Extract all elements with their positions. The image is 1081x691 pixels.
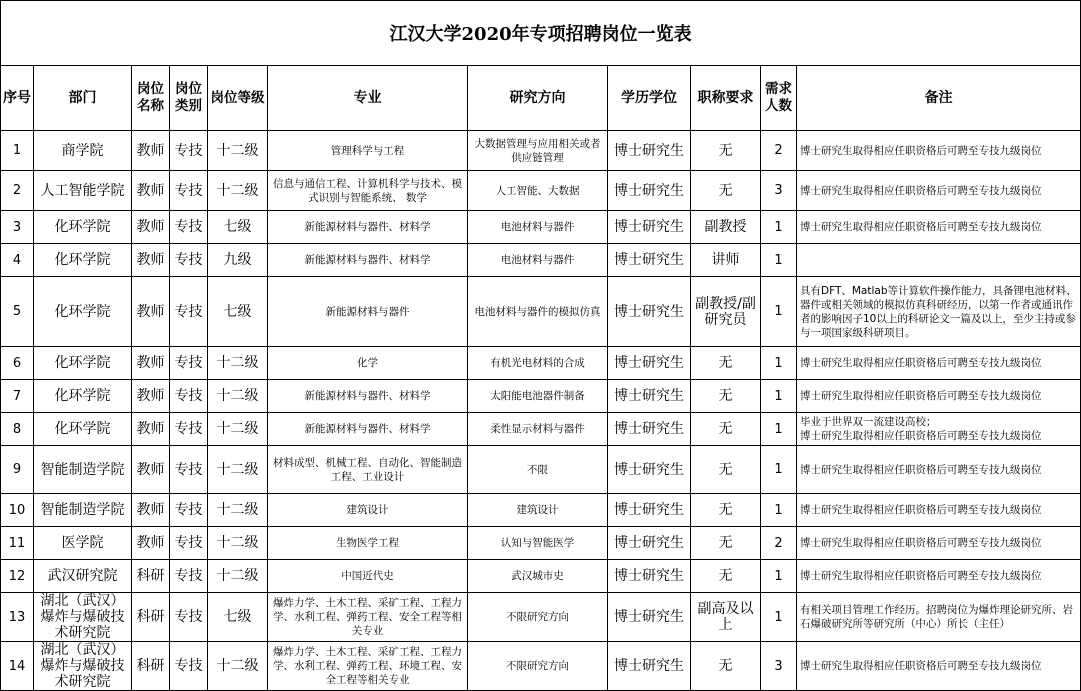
- cell-degree: 博士研究生: [608, 560, 691, 593]
- cell-position-grade: 十二级: [208, 380, 268, 413]
- cell-position-category: 专技: [170, 593, 208, 642]
- cell-major: 新能源材料与器件、材料学: [268, 211, 468, 244]
- cell-degree: 博士研究生: [608, 171, 691, 211]
- cell-remarks: 博士研究生取得相应任职资格后可聘至专技九级岗位: [797, 446, 1081, 494]
- cell-research-direction: 不限研究方向: [468, 642, 608, 691]
- cell-position-grade: 十二级: [208, 494, 268, 527]
- cell-headcount: 1: [761, 560, 797, 593]
- cell-headcount: 2: [761, 131, 797, 171]
- cell-department: 化环学院: [34, 244, 132, 277]
- cell-remarks: 博士研究生取得相应任职资格后可聘至专技九级岗位: [797, 380, 1081, 413]
- cell-major: 建筑设计: [268, 494, 468, 527]
- cell-index: 9: [1, 446, 34, 494]
- cell-position-grade: 九级: [208, 244, 268, 277]
- header-major: 专业: [268, 66, 468, 131]
- cell-position-category: 专技: [170, 446, 208, 494]
- cell-title-requirement: 无: [691, 642, 761, 691]
- header-position-name: 岗位名称: [132, 66, 170, 131]
- table-row: [1, 494, 1081, 527]
- cell-index: 3: [1, 211, 34, 244]
- cell-major: 信息与通信工程、计算机科学与技术、模式识别与智能系统、 数学: [268, 171, 468, 211]
- cell-position-category: 专技: [170, 211, 208, 244]
- cell-department: 化环学院: [34, 413, 132, 446]
- cell-degree: 博士研究生: [608, 593, 691, 642]
- table-row: [1, 593, 1081, 642]
- cell-position-name: 教师: [132, 527, 170, 560]
- cell-index: 14: [1, 642, 34, 691]
- cell-department: 智能制造学院: [34, 446, 132, 494]
- cell-index: 11: [1, 527, 34, 560]
- cell-position-category: 专技: [170, 277, 208, 347]
- cell-major: 生物医学工程: [268, 527, 468, 560]
- cell-title-requirement: 副教授/副研究员: [691, 277, 761, 347]
- cell-position-category: 专技: [170, 413, 208, 446]
- cell-department: 商学院: [34, 131, 132, 171]
- cell-major: 新能源材料与器件、材料学: [268, 413, 468, 446]
- cell-title-requirement: 无: [691, 413, 761, 446]
- cell-major: 新能源材料与器件、材料学: [268, 244, 468, 277]
- cell-department: 人工智能学院: [34, 171, 132, 211]
- cell-degree: 博士研究生: [608, 527, 691, 560]
- cell-index: 7: [1, 380, 34, 413]
- cell-position-name: 科研: [132, 593, 170, 642]
- cell-headcount: 1: [761, 244, 797, 277]
- cell-position-name: 科研: [132, 560, 170, 593]
- cell-position-grade: 十二级: [208, 347, 268, 380]
- cell-major: 化学: [268, 347, 468, 380]
- cell-headcount: 1: [761, 347, 797, 380]
- cell-remarks: 博士研究生取得相应任职资格后可聘至专技九级岗位: [797, 171, 1081, 211]
- cell-research-direction: 不限: [468, 446, 608, 494]
- cell-major: 爆炸力学、土木工程、采矿工程、工程力学、水利工程、弹药工程、安全工程等相关专业: [268, 593, 468, 642]
- cell-degree: 博士研究生: [608, 244, 691, 277]
- cell-index: 6: [1, 347, 34, 380]
- cell-research-direction: 建筑设计: [468, 494, 608, 527]
- header-row: [1, 66, 1081, 131]
- cell-research-direction: 大数据管理与应用相关或者供应链管理: [468, 131, 608, 171]
- cell-position-grade: 十二级: [208, 171, 268, 211]
- cell-remarks: 有相关项目管理工作经历。招聘岗位为爆炸理论研究所、岩石爆破研究所等研究所（中心）所长（主任）: [797, 593, 1081, 642]
- cell-position-category: 专技: [170, 171, 208, 211]
- table-row: [1, 211, 1081, 244]
- cell-title-requirement: 无: [691, 347, 761, 380]
- cell-position-name: 教师: [132, 211, 170, 244]
- table-row: [1, 347, 1081, 380]
- cell-title-requirement: 无: [691, 446, 761, 494]
- cell-position-grade: 七级: [208, 211, 268, 244]
- cell-remarks: 毕业于世界双一流建设高校； 博士研究生取得相应任职资格后可聘至专技九级岗位: [797, 413, 1081, 446]
- cell-index: 13: [1, 593, 34, 642]
- cell-headcount: 1: [761, 380, 797, 413]
- cell-position-category: 专技: [170, 131, 208, 171]
- header-position-category: 岗位类别: [170, 66, 208, 131]
- cell-position-name: 教师: [132, 446, 170, 494]
- cell-remarks: 博士研究生取得相应任职资格后可聘至专技九级岗位: [797, 560, 1081, 593]
- cell-title-requirement: 无: [691, 527, 761, 560]
- cell-position-name: 教师: [132, 380, 170, 413]
- header-research-direction: 研究方向: [468, 66, 608, 131]
- cell-position-category: 专技: [170, 244, 208, 277]
- cell-index: 2: [1, 171, 34, 211]
- table-row: [1, 446, 1081, 494]
- cell-position-category: 专技: [170, 527, 208, 560]
- cell-position-name: 教师: [132, 277, 170, 347]
- cell-department: 化环学院: [34, 211, 132, 244]
- cell-position-grade: 十二级: [208, 413, 268, 446]
- cell-research-direction: 电池材料与器件: [468, 244, 608, 277]
- cell-research-direction: 认知与智能医学: [468, 527, 608, 560]
- cell-position-name: 教师: [132, 131, 170, 171]
- cell-department: 化环学院: [34, 380, 132, 413]
- cell-position-name: 教师: [132, 347, 170, 380]
- cell-degree: 博士研究生: [608, 642, 691, 691]
- header-department: 部门: [34, 66, 132, 131]
- cell-degree: 博士研究生: [608, 380, 691, 413]
- cell-index: 8: [1, 413, 34, 446]
- cell-remarks: 博士研究生取得相应任职资格后可聘至专技九级岗位: [797, 642, 1081, 691]
- table-row: [1, 560, 1081, 593]
- cell-degree: 博士研究生: [608, 446, 691, 494]
- cell-headcount: 1: [761, 413, 797, 446]
- cell-research-direction: 不限研究方向: [468, 593, 608, 642]
- cell-remarks: 博士研究生取得相应任职资格后可聘至专技九级岗位: [797, 211, 1081, 244]
- table-row: [1, 244, 1081, 277]
- cell-major: 管理科学与工程: [268, 131, 468, 171]
- cell-headcount: 1: [761, 593, 797, 642]
- cell-headcount: 1: [761, 494, 797, 527]
- cell-remarks: 博士研究生取得相应任职资格后可聘至专技九级岗位: [797, 494, 1081, 527]
- cell-research-direction: 电池材料与器件的模拟仿真: [468, 277, 608, 347]
- cell-department: 医学院: [34, 527, 132, 560]
- cell-position-name: 科研: [132, 642, 170, 691]
- cell-department: 化环学院: [34, 347, 132, 380]
- cell-headcount: 3: [761, 642, 797, 691]
- cell-research-direction: 电池材料与器件: [468, 211, 608, 244]
- cell-index: 10: [1, 494, 34, 527]
- cell-research-direction: 有机光电材料的合成: [468, 347, 608, 380]
- cell-department: 湖北（武汉）爆炸与爆破技术研究院: [34, 593, 132, 642]
- cell-index: 4: [1, 244, 34, 277]
- table-title: 江汉大学2020年专项招聘岗位一览表: [1, 1, 1081, 66]
- cell-index: 12: [1, 560, 34, 593]
- table-row: [1, 277, 1081, 347]
- cell-title-requirement: 副教授: [691, 211, 761, 244]
- cell-remarks: 具有DFT、Matlab等计算软件操作能力，具备锂电池材料、器件或相关领域的模拟仿真科研经历，以第一作者或通讯作者的影响因子10以上的科研论文一篇及以上，至少主持或参与一项国家级科研项目。: [797, 277, 1081, 347]
- cell-department: 武汉研究院: [34, 560, 132, 593]
- table-row: [1, 131, 1081, 171]
- cell-position-category: 专技: [170, 347, 208, 380]
- cell-title-requirement: 无: [691, 380, 761, 413]
- cell-title-requirement: 讲师: [691, 244, 761, 277]
- cell-degree: 博士研究生: [608, 131, 691, 171]
- cell-title-requirement: 无: [691, 560, 761, 593]
- cell-position-grade: 十二级: [208, 560, 268, 593]
- cell-position-grade: 十二级: [208, 446, 268, 494]
- cell-position-name: 教师: [132, 413, 170, 446]
- cell-position-grade: 十二级: [208, 527, 268, 560]
- cell-remarks: 博士研究生取得相应任职资格后可聘至专技九级岗位: [797, 347, 1081, 380]
- header-remarks: 备注: [797, 66, 1081, 131]
- table-row: [1, 527, 1081, 560]
- cell-title-requirement: 副高及以上: [691, 593, 761, 642]
- table-row: [1, 642, 1081, 691]
- header-degree: 学历学位: [608, 66, 691, 131]
- cell-position-category: 专技: [170, 494, 208, 527]
- cell-headcount: 1: [761, 211, 797, 244]
- cell-title-requirement: 无: [691, 494, 761, 527]
- cell-department: 湖北（武汉）爆炸与爆破技术研究院: [34, 642, 132, 691]
- cell-department: 智能制造学院: [34, 494, 132, 527]
- cell-position-name: 教师: [132, 494, 170, 527]
- cell-major: 爆炸力学、土木工程、采矿工程、工程力学、水利工程、弹药工程、环境工程、安全工程等相关专业: [268, 642, 468, 691]
- cell-research-direction: 柔性显示材料与器件: [468, 413, 608, 446]
- cell-department: 化环学院: [34, 277, 132, 347]
- cell-degree: 博士研究生: [608, 277, 691, 347]
- cell-title-requirement: 无: [691, 131, 761, 171]
- cell-position-name: 教师: [132, 244, 170, 277]
- cell-remarks: 博士研究生取得相应任职资格后可聘至专技九级岗位: [797, 131, 1081, 171]
- cell-research-direction: 武汉城市史: [468, 560, 608, 593]
- cell-major: 材料成型、机械工程、自动化、智能制造工程、工业设计: [268, 446, 468, 494]
- cell-position-grade: 七级: [208, 593, 268, 642]
- table-row: [1, 171, 1081, 211]
- cell-position-grade: 十二级: [208, 642, 268, 691]
- header-index: 序号: [1, 66, 34, 131]
- cell-position-category: 专技: [170, 642, 208, 691]
- cell-major: 中国近代史: [268, 560, 468, 593]
- table-row: [1, 380, 1081, 413]
- table-body: [1, 131, 1081, 691]
- cell-research-direction: 太阳能电池器件制备: [468, 380, 608, 413]
- cell-headcount: 3: [761, 171, 797, 211]
- cell-degree: 博士研究生: [608, 347, 691, 380]
- cell-position-grade: 七级: [208, 277, 268, 347]
- cell-research-direction: 人工智能、大数据: [468, 171, 608, 211]
- cell-headcount: 1: [761, 277, 797, 347]
- cell-major: 新能源材料与器件: [268, 277, 468, 347]
- cell-degree: 博士研究生: [608, 413, 691, 446]
- cell-position-category: 专技: [170, 560, 208, 593]
- header-headcount: 需求人数: [761, 66, 797, 131]
- cell-position-category: 专技: [170, 380, 208, 413]
- cell-headcount: 1: [761, 446, 797, 494]
- cell-remarks: [797, 244, 1081, 277]
- table-row: [1, 413, 1081, 446]
- cell-major: 新能源材料与器件、材料学: [268, 380, 468, 413]
- cell-remarks: 博士研究生取得相应任职资格后可聘至专技九级岗位: [797, 527, 1081, 560]
- header-position-grade: 岗位等级: [208, 66, 268, 131]
- cell-degree: 博士研究生: [608, 494, 691, 527]
- cell-degree: 博士研究生: [608, 211, 691, 244]
- cell-index: 1: [1, 131, 34, 171]
- header-title-requirement: 职称要求: [691, 66, 761, 131]
- cell-position-name: 教师: [132, 171, 170, 211]
- cell-index: 5: [1, 277, 34, 347]
- cell-title-requirement: 无: [691, 171, 761, 211]
- cell-headcount: 2: [761, 527, 797, 560]
- cell-position-grade: 十二级: [208, 131, 268, 171]
